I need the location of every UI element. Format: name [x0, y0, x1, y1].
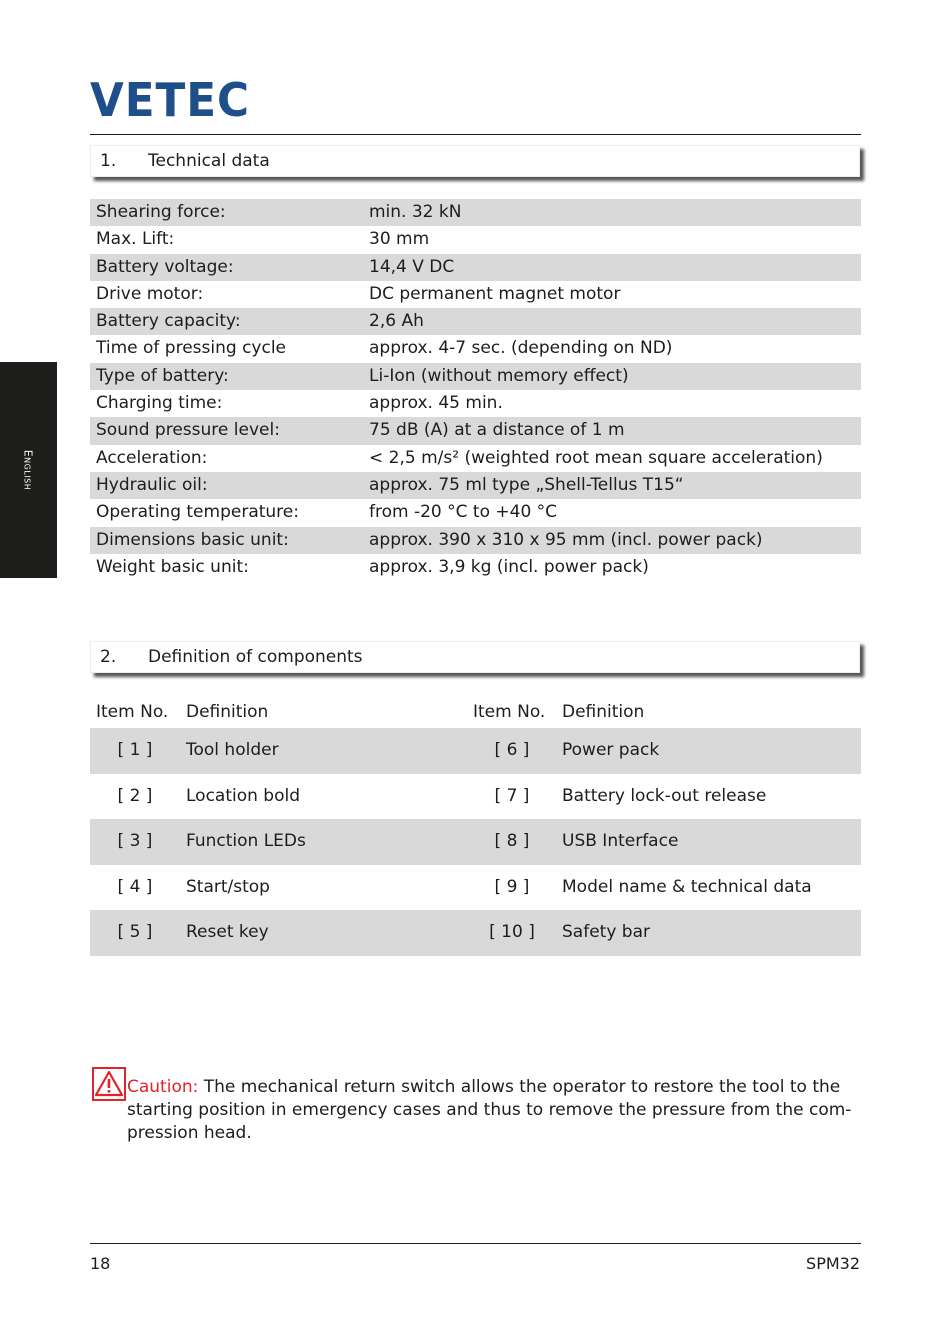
definition-header-right: Definition [562, 702, 645, 722]
language-label: English [21, 449, 35, 491]
item-number: [ 6 ] [494, 740, 530, 760]
spec-row [90, 390, 861, 417]
section-number: 1. [100, 151, 117, 171]
spec-label: Type of battery: [96, 365, 229, 386]
component-row [90, 865, 861, 911]
model-name: SPM32 [806, 1254, 860, 1273]
spec-value: approx. 390 x 310 x 95 mm (incl. power pack) [369, 529, 763, 550]
spec-row [90, 335, 861, 362]
section-heading-technical-data [90, 145, 860, 177]
spec-value: approx. 3,9 kg (incl. power pack) [369, 556, 649, 577]
vetec-logo [90, 78, 252, 120]
spec-row [90, 527, 861, 554]
spec-value: 30 mm [369, 229, 430, 250]
spec-row [90, 281, 861, 308]
item-definition: Reset key [186, 922, 269, 942]
item-number: [ 1 ] [117, 740, 153, 760]
item-definition: Power pack [562, 740, 660, 760]
spec-value: 14,4 V DC [369, 256, 455, 277]
spec-value: from -20 °C to +40 °C [369, 502, 558, 523]
spec-label: Drive motor: [96, 283, 204, 304]
item-definition: Tool holder [186, 740, 279, 760]
spec-row [90, 226, 861, 253]
item-number: [ 7 ] [494, 785, 530, 806]
logo-text: VETEC [90, 78, 250, 120]
warning-triangle-icon [92, 1067, 126, 1101]
header-rule [90, 134, 861, 135]
spec-label: Charging time: [96, 393, 223, 414]
caution-line-1: The mechanical return switch allows the operator to restore the tool to the [198, 1077, 841, 1097]
spec-value: approx. 45 min. [369, 393, 503, 414]
component-row [90, 910, 861, 956]
spec-value: min. 32 kN [369, 202, 462, 222]
component-row [90, 819, 861, 865]
item-number: [ 2 ] [117, 785, 153, 806]
page-number: 18 [90, 1254, 111, 1273]
item-definition: Function LEDs [186, 831, 306, 851]
spec-label: Time of pressing cycle [96, 338, 287, 359]
spec-label: Acceleration: [96, 447, 208, 468]
item-number: [ 10 ] [489, 922, 535, 942]
spec-label: Dimensions basic unit: [96, 529, 289, 550]
spec-row [90, 554, 861, 581]
spec-label: Sound pressure level: [96, 420, 280, 441]
spec-row [90, 472, 861, 499]
item-number: [ 9 ] [494, 876, 530, 897]
item-definition: Battery lock-out release [562, 785, 767, 806]
spec-row [90, 308, 861, 335]
spec-label: Operating temperature: [96, 502, 299, 523]
spec-label: Max. Lift: [96, 229, 175, 250]
section-heading-components [90, 641, 860, 673]
definition-header-left: Definition [186, 702, 269, 722]
spec-value: approx. 4-7 sec. (depending on ND) [369, 338, 673, 359]
components-table [90, 728, 861, 956]
section-title: Definition of components [148, 647, 363, 667]
spec-row [90, 417, 861, 444]
caution-line-3: pression head. [127, 1123, 252, 1143]
language-side-tab [0, 362, 57, 578]
spec-row [90, 499, 861, 526]
spec-label: Battery voltage: [96, 256, 234, 277]
spec-label: Weight basic unit: [96, 556, 249, 577]
footer-rule [90, 1243, 861, 1244]
spec-value: Li-Ion (without memory effect) [369, 365, 629, 386]
item-number: [ 8 ] [494, 831, 530, 851]
item-no-header-right: Item No. [473, 702, 546, 722]
item-definition: Model name & technical data [562, 876, 812, 897]
caution-label: Caution: [127, 1077, 199, 1097]
component-row [90, 728, 861, 774]
item-definition: Start/stop [186, 876, 270, 897]
spec-value: 75 dB (A) at a distance of 1 m [369, 420, 625, 441]
item-number: [ 5 ] [117, 922, 153, 942]
spec-value: approx. 75 ml type „Shell-Tellus T15“ [369, 474, 684, 495]
spec-value: 2,6 Ah [369, 311, 424, 332]
spec-label: Shearing force: [96, 202, 226, 222]
spec-label: Battery capacity: [96, 311, 241, 332]
component-row [90, 774, 861, 820]
item-definition: Location bold [186, 785, 301, 806]
item-number: [ 4 ] [117, 876, 153, 897]
section-number: 2. [100, 647, 117, 667]
spec-row [90, 363, 861, 390]
spec-row [90, 445, 861, 472]
item-no-header-left: Item No. [96, 702, 169, 722]
section-title: Technical data [148, 151, 270, 171]
spec-label: Hydraulic oil: [96, 474, 208, 495]
caution-line-2: starting position in emergency cases and thus to remove the pressure from the com- [127, 1100, 852, 1120]
spec-value: DC permanent magnet motor [369, 283, 621, 304]
technical-data-table [90, 199, 861, 581]
item-number: [ 3 ] [117, 831, 153, 851]
item-definition: Safety bar [562, 922, 650, 942]
spec-row [90, 199, 861, 226]
caution-note [127, 1076, 862, 1145]
spec-row [90, 254, 861, 281]
spec-value: < 2,5 m/s² (weighted root mean square acceleration) [369, 447, 823, 468]
item-definition: USB Interface [562, 831, 679, 851]
